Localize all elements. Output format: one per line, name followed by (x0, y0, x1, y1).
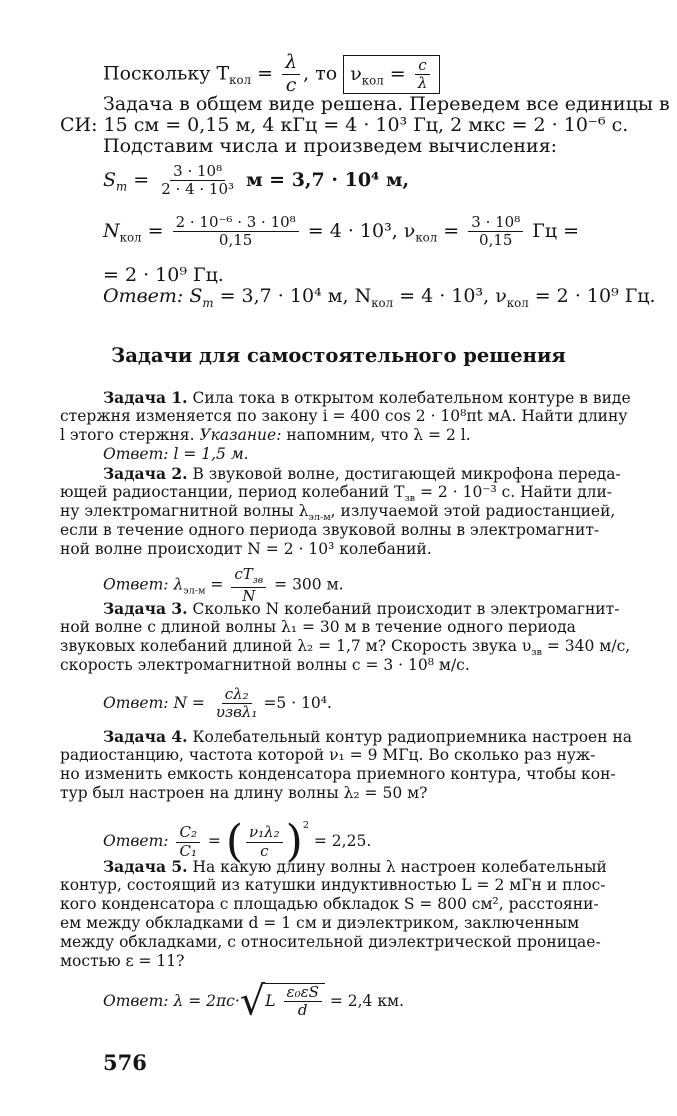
fraction-lambda-over-c: $\frac{\lambda}{c}$ (282, 52, 300, 97)
problem-5-line-6: мостью ε = 11? (60, 952, 185, 970)
right-paren: ) (285, 816, 303, 867)
problem-2-line-1: Задача 2. В звуковой волне, достигающей микрофона переда- (103, 464, 621, 483)
problem-2-line-5: ной волне происходит N = 2 · 10³ колебаний. (60, 540, 432, 558)
problem-5-line-3: кого конденсатора с площадью обкладок S = 800 см², расстояни- (60, 895, 599, 913)
answer-main: Ответ: $S_m = 3,7 \cdot 10^4$ м, $N_{кол} = 4 \cdot 10^3$, $\nu_{кол} = 2 \cdot 10^9$ Гц. (103, 285, 656, 310)
problem-1-answer: Ответ: l = 1,5 м. (103, 445, 249, 463)
problem-2-line-3: ну электромагнитной волны $\lambda_{эл-м}$, излучаемой этой радиостанцией, (60, 502, 616, 524)
sqrt-symbol: √ (239, 978, 266, 1025)
fraction-p2: $\frac{cT_{зв}}{N}$ (231, 566, 266, 605)
problem-4-line-4: тур был настроен на длину волны λ₂ = 50 м? (60, 784, 428, 802)
fraction-p3: $\frac{\text{cλ₂}}{\text{υзвλ₁}}$ (215, 685, 258, 722)
problem-4-line-1: Задача 4. Колебательный контур радиоприемника настроен на (103, 727, 633, 746)
problem-5-line-5: между обкладками, с относительной диэлектрической проницае- (60, 933, 601, 951)
intro-line-2: Задача в общем виде решена. Переведем все единицы в (103, 93, 670, 115)
problem-3-answer: Ответ: N = $\frac{\text{cλ₂}}{\text{υзвλ₁}}$ =5 · 10⁴. (103, 685, 332, 722)
problem-2-line-2: ющей радиостанции, период колебаний $T_{зв} = 2 \cdot 10^{-3}$ с. Найти дли- (60, 483, 613, 505)
problem-4-line-2: радиостанцию, частота которой ν₁ = 9 МГц. Во сколько раз нуж- (60, 746, 596, 764)
sqrt-radicand: L $\frac{\text{ε₀εS}}{d}$ (265, 983, 325, 1020)
problem-3-line-4: скорость электромагнитной волны c = 3 · 10⁸ м/с. (60, 656, 470, 674)
problem-3-line-1: Задача 3. Сколько N колебаний происходит в электромагнит- (103, 599, 620, 618)
problem-4-answer: Ответ: $\frac{\text{C₂}}{\text{C₁}}$ = ( $\frac{\text{ν₁λ₂}}{c}$ )$^2$ = 2,25. (103, 816, 372, 867)
problem-2-line-4: если в течение одного периода звуковой волны в электромагнит- (60, 521, 600, 539)
left-paren: ( (225, 816, 244, 867)
problem-3-line-2: ной волне с длиной волны λ₁ = 30 м в течение одного периода (60, 618, 576, 636)
problem-1-line-1: Задача 1. Сила тока в открытом колебательном контуре в виде (103, 388, 631, 407)
problem-5-answer: Ответ: λ = 2πc·√L $\frac{\text{ε₀εS}}{d}$ = 2,4 км. (103, 978, 405, 1025)
fraction-nu: $\frac{\text{3 · 10⁸}}{0,15}$ (468, 214, 523, 250)
problem-2-answer: Ответ: $\lambda_{эл-м}$ = $\frac{cT_{зв}}{N}$ = 300 м. (103, 565, 344, 605)
fraction-nu-lambda: $\frac{\text{ν₁λ₂}}{c}$ (246, 824, 283, 860)
problem-1-line-2: стержня изменяется по закону i = 400 cos 2 · 10⁸πt мА. Найти длину (60, 407, 628, 425)
fraction-c2-c1: $\frac{\text{C₂}}{\text{C₁}}$ (176, 824, 200, 860)
formula-sm: $S_m$ = $\frac{\text{3 · 10⁸}}{\text{2 · 4 · 10³}}$ м = 3,7 · 10⁴ м, (103, 162, 410, 199)
intro-line-4: Подставим числа и произведем вычисления: (103, 135, 558, 157)
intro-line-1 (103, 52, 440, 97)
fraction-p5: $\frac{\text{ε₀εS}}{d}$ (284, 984, 322, 1020)
formula-continued: = 2 · 10⁹ Гц. (103, 264, 224, 286)
problem-1-line-3: l этого стержня. Указание: напомним, что λ = 2 l. (60, 426, 471, 444)
equals-sign: = (257, 62, 274, 85)
page-number: 576 (103, 1050, 147, 1075)
problem-3-line-3: звуковых колебаний длиной λ₂ = 1,7 м? Скорость звука $\upsilon_{зв} = 340$ м/с, (60, 637, 631, 659)
subscript: кол (229, 73, 252, 88)
formula-n-kol: $N_{кол}$ = $\frac{\text{2 · 10⁻⁶ · 3 · 10⁸}}{0,15}$ = 4 · 10³, $\nu_{кол}$ = $\frac{\text{3 · 10⁸}}{0,15}$ Гц = (103, 213, 580, 250)
problem-5-line-1: Задача 5. На какую длину волны λ настроен колебательный (103, 857, 607, 876)
problem-5-line-2: контур, состоящий из катушки индуктивностью L = 2 мГн и плос- (60, 876, 606, 894)
intro-text: Поскольку T (103, 62, 230, 85)
section-title: Задачи для самостоятельного решения (111, 344, 566, 367)
problem-5-line-4: ем между обкладками d = 1 см и диэлектриком, заключенным (60, 914, 580, 932)
intro-line-3: СИ: 15 см = 0,15 м, 4 кГц = 4 · 10³ Гц, 2 мкс = 2 · 10⁻⁶ с. (60, 114, 629, 136)
fraction-n: $\frac{\text{2 · 10⁻⁶ · 3 · 10⁸}}{0,15}$ (173, 214, 299, 250)
intro-text-to: , то (303, 62, 338, 85)
problem-4-line-3: но изменить емкость конденсатора приемного контура, чтобы кон- (60, 765, 616, 783)
fraction-sm: $\frac{\text{3 · 10⁸}}{\text{2 · 4 · 10³}}$ (161, 162, 235, 199)
boxed-formula: $\nu_{кол}$ = $\frac{c}{\lambda}$ (343, 55, 440, 95)
